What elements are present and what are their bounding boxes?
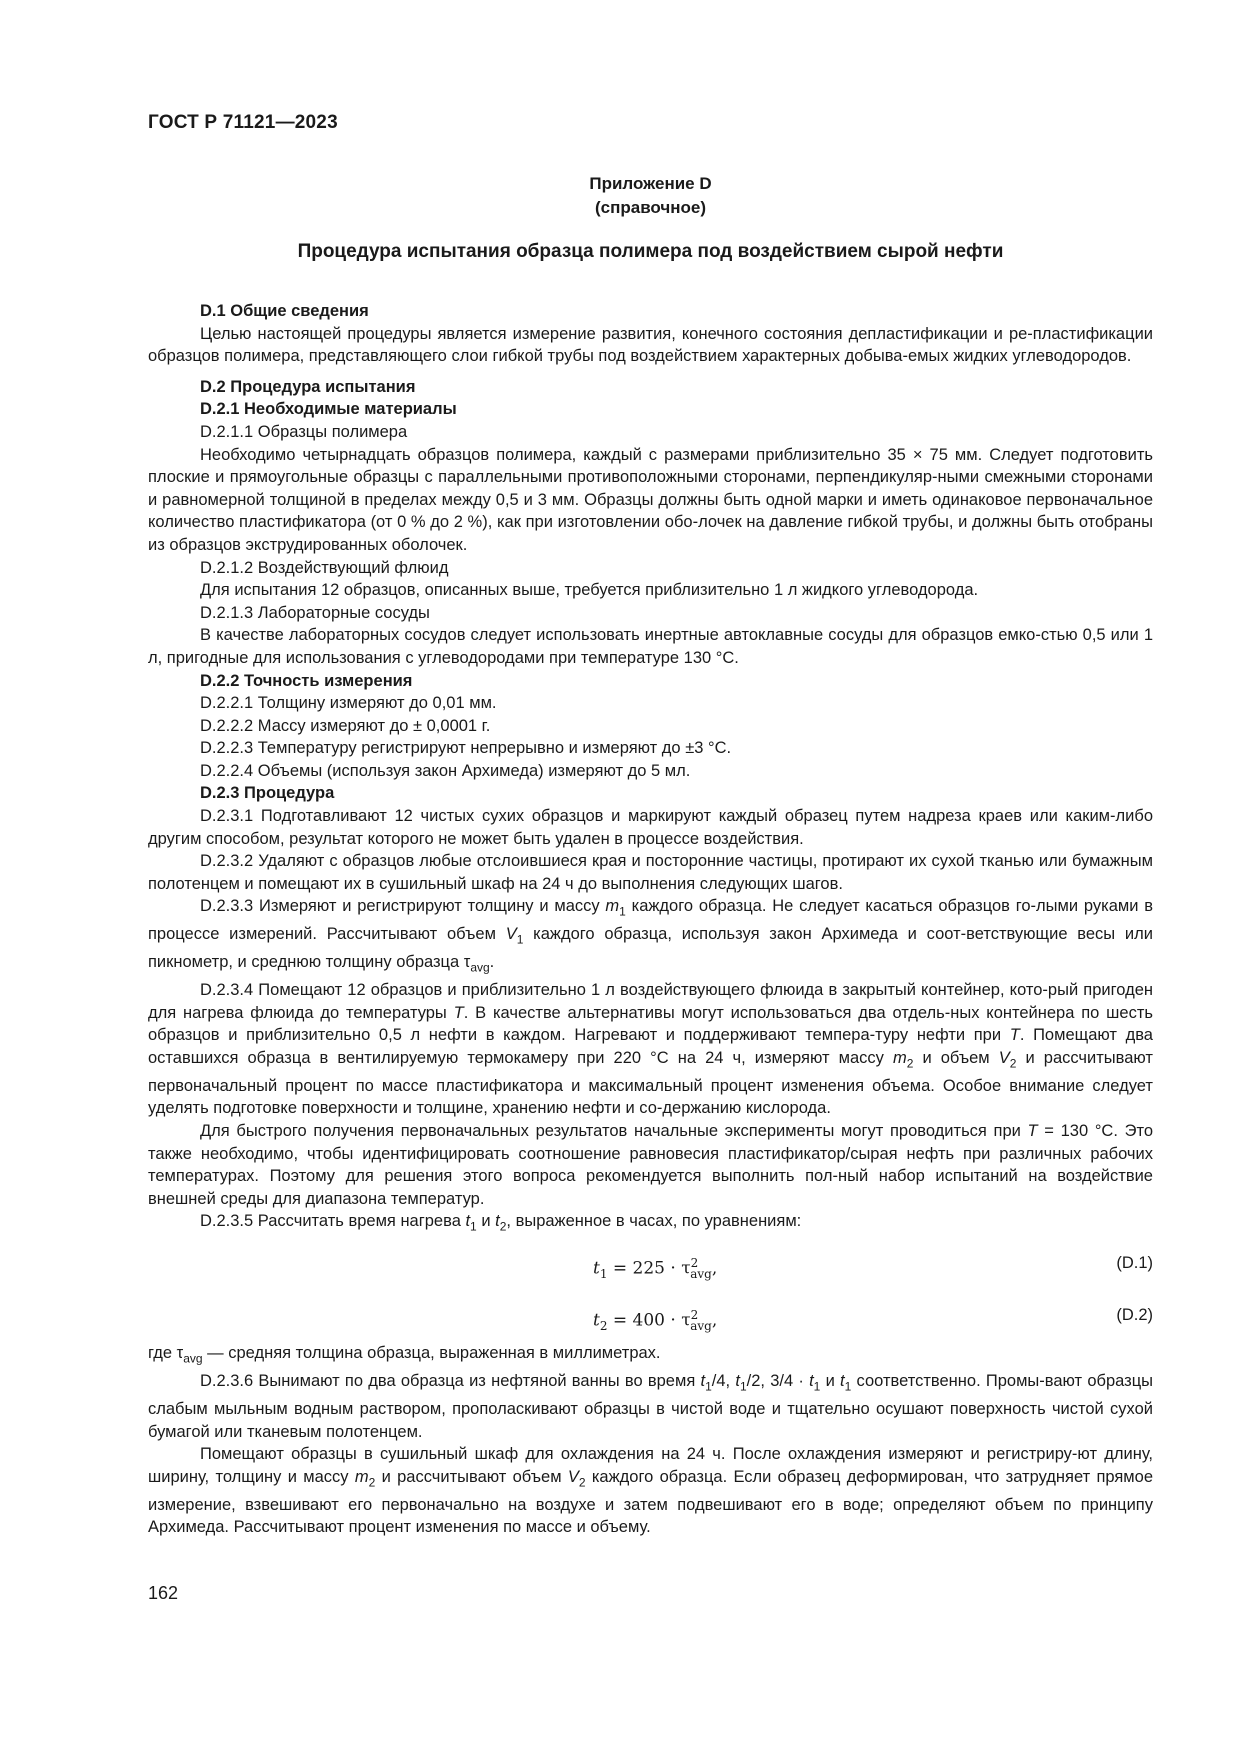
paragraph-d235: D.2.3.5 Рассчитать время нагрева $t_1$ и $t_2$, выраженное в часах, по уравнениям: xyxy=(200,1212,802,1234)
paragraph-d236: D.2.3.6 Вынимают по два образца из нефтяной ванны во время $t_1/4$, $t_1/2$, $3/4 \cdot t_1$ и $t_1$ соответственно. Промы-вают образцы слабым мыльным водным раствором, прополаскивают образцы в чистой воде и тщательно осушают поверхность чистой сухой бумагой или тканевым полотенцем. xyxy=(148,1372,1154,1441)
document-page xyxy=(148,0,1153,1754)
equation-d1-expression: $t_1 = 225 \cdot \tau^2_{avg}$, xyxy=(593,1256,718,1282)
section-heading-d1: D.1 Общие сведения xyxy=(200,302,369,320)
equation-d2-expression: $t_2 = 400 \cdot \tau^2_{avg}$, xyxy=(593,1308,718,1334)
paragraph-cooling: Помещают образцы в сушильный шкаф для охлаждения на 24 ч. После охлаждения измеряют и регистриру-ют длину, ширину, толщину и массу $m_2$ и рассчитывают объем $V_2$ каждого образца. Если образец деформирован, что затрудняет прямое измерение, взвешивают его первоначально на воздухе и затем подвешивают его в воде; определяют объем по принципу Архимеда. Рассчитывают процент изменения по массе и объему. xyxy=(148,1445,1153,1537)
paragraph-where: где $\tau_{avg}$ — средняя толщина образца, выраженная в миллиметрах. xyxy=(148,1344,661,1366)
section-heading-d23: D.2.3 Процедура xyxy=(200,784,335,803)
paragraph-fast-results: Для быстрого получения первоначальных результатов начальные эксперименты могут проводиться при T = 130 °C. Это также необходимо, чтобы идентифицировать соотношение равновесия пластификатор/сырая нефть при различных рабочих температурах. Поэтому для решения этого вопроса рекомендуется выполнить пол-ный набор испытаний на воздействие внешней среды для диапазона температур. xyxy=(148,1121,1153,1208)
document-body xyxy=(148,300,1153,1539)
paragraph-d222: D.2.2.2 Массу измеряют до ± 0,0001 г. xyxy=(200,716,491,735)
annex-title: Процедура испытания образца полимера под воздействием сырой нефти xyxy=(297,241,1004,262)
annex-heading xyxy=(148,172,1153,220)
section-heading-d22: D.2.2 Точность измерения xyxy=(200,671,413,690)
equation-d2-number: (D.2) xyxy=(1116,1306,1153,1325)
paragraph-d213: В качестве лабораторных сосудов следует использовать инертные автоклавные сосуды для образцов емко-стью 0,5 или 1 л, пригодные для использования с углеводородами при температуре 130 °C. xyxy=(148,626,1153,667)
subsection-heading-d212: D.2.1.2 Воздействующий флюид xyxy=(200,558,449,577)
document-id: ГОСТ Р 71121—2023 xyxy=(148,112,338,133)
paragraph-d234: D.2.3.4 Помещают 12 образцов и приблизительно 1 л воздействующего флюида в закрытый контейнер, кото-рый пригоден для нагрева флюида до температуры T. В качестве альтернативы могут использоваться два отдель-ных контейнера по шесть образцов и приблизительно 0,5 л нефти в каждом. Нагревают и поддерживают темпера-туру нефти при T. Помещают два оставшихся образца в вентилируемую термокамеру при 220 °C на 24 ч, измеряют массу $m_2$ и объем $V_2$ и рассчитывают первоначальный процент по массе пластификатора и максимальный процент изменения объема. Особое внимание следует уделять подготовке поверхности и толщине, хранению нефти и со-держанию кислорода. xyxy=(148,981,1153,1118)
equation-d1 xyxy=(148,1238,1153,1290)
section-heading-d2: D.2 Процедура испытания xyxy=(200,377,416,396)
paragraph-d212: Для испытания 12 образцов, описанных выше, требуется приблизительно 1 л жидкого углеводорода. xyxy=(200,581,979,600)
paragraph-d1: Целью настоящей процедуры является измерение развития, конечного состояния депластификации и ре-пластификации образцов полимера, представляющего слои гибкой трубы под воздействием характерных добыва-емых жидких углеводородов. xyxy=(148,324,1153,366)
annex-status: (справочное) xyxy=(594,198,707,217)
paragraph-d211: Необходимо четырнадцать образцов полимера, каждый с размерами приблизительно 35 × 75 мм. Следует подготовить плоские и прямоугольные образцы с параллельными противоположными сторонами, перпендикуляр-ными смежными сторонами и равномерной толщиной в пределах между 0,5 и 3 мм. Образцы должны быть одной марки и иметь одинаковое первоначальное количество пластификатора (от 0 % до 2 %), как при изготовлении обо-лочек на давление гибкой трубы, и должны быть отобраны из образцов экструдированных оболочек. xyxy=(148,445,1153,554)
subsection-heading-d213: D.2.1.3 Лабораторные сосуды xyxy=(200,603,430,622)
paragraph-d231: D.2.3.1 Подготавливают 12 чистых сухих образцов и маркируют каждый образец путем надреза краев или каким-либо другим способом, результат которого не может быть удален в процессе воздействия. xyxy=(148,807,1153,848)
page-number: 162 xyxy=(148,1583,179,1603)
paragraph-d223: D.2.2.3 Температуру регистрируют непрерывно и измеряют до ±3 °C. xyxy=(200,739,732,758)
subsection-heading-d211: D.2.1.1 Образцы полимера xyxy=(200,422,408,441)
paragraph-d233: D.2.3.3 Измеряют и регистрируют толщину и массу $m_1$ каждого образца. Не следует касаться образцов го-лыми руками в процессе измерений. Рассчитывают объем $V_1$ каждого образца, используя закон Архимеда и соот-ветствующие весы или пикнометр, и среднюю толщину образца $\tau_{avg}$. xyxy=(148,897,1153,975)
paragraph-d232: D.2.3.2 Удаляют с образцов любые отслоившиеся края и посторонние частицы, протирают их сухой тканью или бумажным полотенцем и помещают их в сушильный шкаф на 24 ч до выполнения следующих шагов. xyxy=(148,852,1153,893)
paragraph-d221: D.2.2.1 Толщину измеряют до 0,01 мм. xyxy=(200,694,497,713)
annex-label: Приложение D xyxy=(589,174,712,193)
paragraph-d224: D.2.2.4 Объемы (используя закон Архимеда) измеряют до 5 мл. xyxy=(200,761,691,780)
section-heading-d21: D.2.1 Необходимые материалы xyxy=(200,400,457,419)
equation-d2 xyxy=(148,1290,1153,1342)
equation-d1-number: (D.1) xyxy=(1116,1254,1153,1273)
